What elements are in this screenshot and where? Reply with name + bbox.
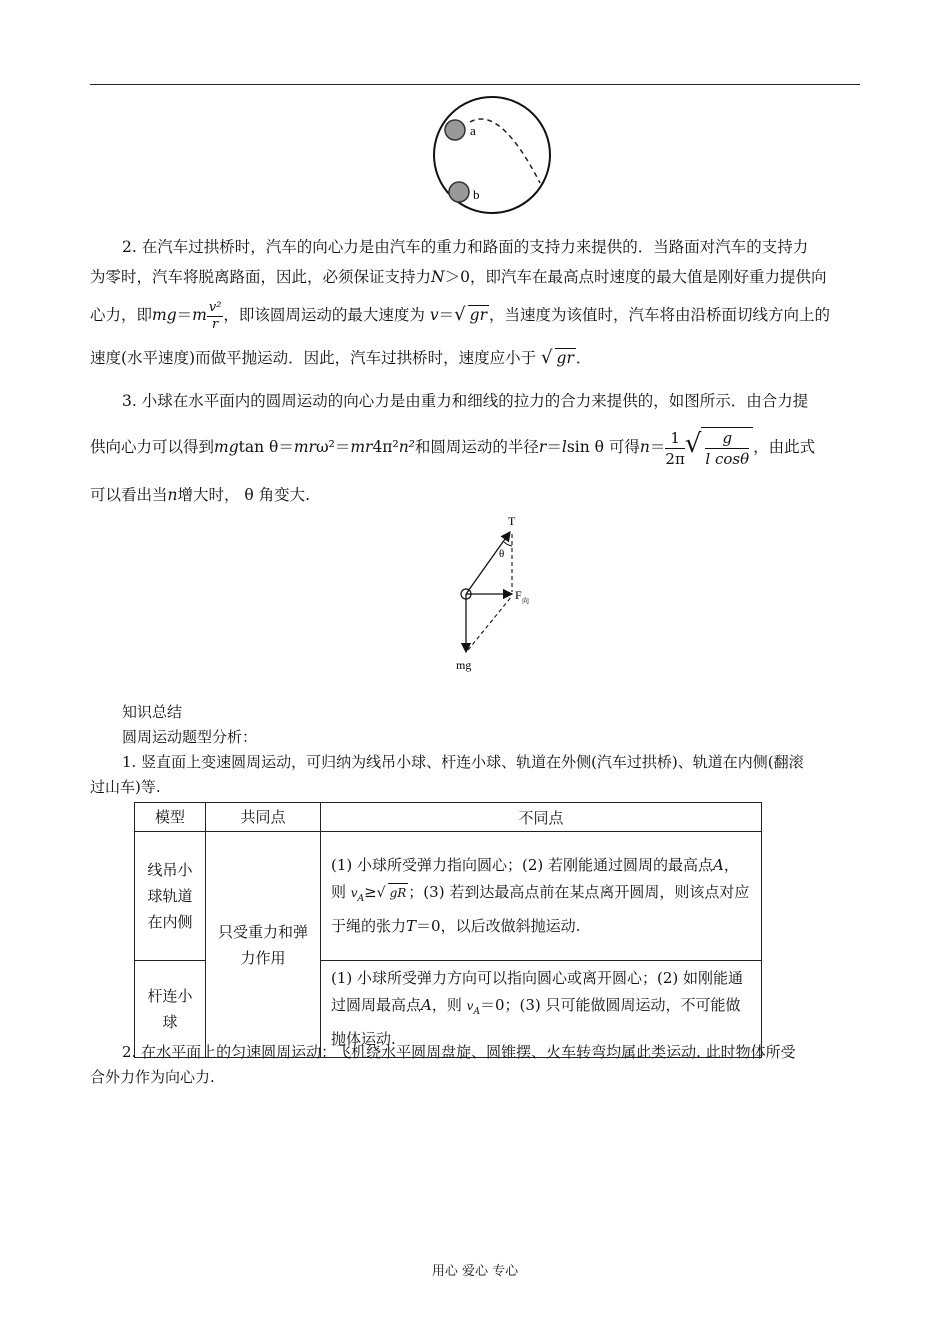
- row2-model: 杆连小球: [135, 961, 206, 1058]
- header-difference: 不同点: [321, 803, 762, 832]
- sqrt-gr-2: gr: [556, 349, 574, 367]
- summary-section: [90, 700, 860, 800]
- ball-b: [449, 182, 469, 202]
- p3-line1: 3. 小球在水平面内的圆周运动的向心力是由重力和细线的拉力的合力来提供的，如图所示．由合力提: [122, 392, 809, 410]
- summary-item2-line1: 2. 在水平面上的匀速圆周运动：飞机绕水平圆周盘旋、圆锥摆、火车转弯均属此类运动. 此时物体所受: [122, 1043, 796, 1061]
- fraction-1-over-2pi: $\frac{1}{2\pi}$: [665, 428, 685, 468]
- summary-item1-line2: 过山车)等.: [90, 778, 161, 796]
- row1-model: 线吊小球轨道在内侧: [135, 832, 206, 961]
- page-footer: 用心 爱心 专心: [431, 1264, 519, 1279]
- row2-difference: (1) 小球所受弹力方向可以指向圆心或离开圆心；(2) 如刚能通过圆周最高点A，则 $v_A=0$；(3) 只可能做圆周运动，不可能做抛体运动.: [321, 961, 762, 1058]
- figure-vertical-circle: [430, 95, 565, 225]
- tension-arrow: [466, 532, 510, 594]
- sqrt-gr: gr: [469, 306, 487, 324]
- label-T: T: [508, 514, 516, 528]
- header-common: 共同点: [206, 803, 321, 832]
- dashed-trajectory: [470, 119, 540, 183]
- p3-line2: 供向心力可以得到mgtan θ＝mrω²＝mr4π²n²和圆周运动的半径r＝lsin θ 可得n＝ $\frac{1}{2\pi}$ √ $\frac{g}{\text{l cosθ}}$ ，由此式: [90, 428, 816, 468]
- p2-line1: 2. 在汽车过拱桥时，汽车的向心力是由汽车的重力和路面的支持力来提供的．当路面对汽车的支持力: [122, 238, 809, 256]
- label-b: b: [473, 187, 480, 202]
- fraction-v2-over-r: $\frac{\text{v²}}{r}$: [208, 299, 222, 332]
- table-row: [135, 832, 762, 961]
- paragraph-conical-pendulum: [90, 386, 860, 515]
- ball-a: [445, 120, 465, 140]
- summary-subtitle: 圆周运动题型分析：: [122, 728, 258, 746]
- paragraph-car-bridge: [90, 232, 860, 378]
- table-header-row: [135, 803, 762, 832]
- model-table: [134, 802, 762, 1058]
- header-rule: [90, 84, 860, 85]
- summary-item2: [90, 1040, 860, 1090]
- figure-force-diagram: [440, 512, 550, 677]
- summary-title: 知识总结: [122, 703, 183, 721]
- row1-difference: (1) 小球所受弹力指向圆心；(2) 若刚能通过圆周的最高点A，则 $v_A\ge√$ gR ；(3) 若到达最高点前在某点离开圆周，则该点对应于绳的张力T＝0，以后改做斜抛运动.: [321, 832, 762, 961]
- p2-line3: 心力，即mg＝m $\frac{\text{v²}}{r}$ ，即该圆周运动的最大速度为 v＝√ gr ，当速度为该值时，汽车将由沿桥面切线方向上的: [90, 299, 830, 332]
- dashed-diagonal: [468, 596, 512, 650]
- fraction-g-over-lcos: $\frac{g}{\text{l cosθ}}$: [701, 427, 753, 469]
- label-F: F: [515, 588, 522, 602]
- label-theta: θ: [499, 548, 505, 560]
- p2-line2: 为零时，汽车将脱离路面，因此，必须保证支持力N＞0，即汽车在最高点时速度的最大值是刚好重力提供向: [90, 268, 827, 286]
- header-model: 模型: [135, 803, 206, 832]
- common-cell: 只受重力和弹力作用: [206, 832, 321, 1058]
- p3-line3: 可以看出当n增大时， θ 角变大.: [90, 486, 311, 504]
- summary-item1-line1: 1. 竖直面上变速圆周运动，可归纳为线吊小球、杆连小球、轨道在外侧(汽车过拱桥)、轨道在内侧(翻滚: [122, 753, 804, 771]
- summary-item2-line2: 合外力作为向心力.: [90, 1068, 215, 1086]
- label-F-sub: 向: [522, 597, 529, 605]
- label-a: a: [470, 123, 476, 138]
- label-mg: mg: [456, 658, 472, 672]
- p2-line4: 速度(水平速度)而做平抛运动．因此，汽车过拱桥时，速度应小于 √ gr ．: [90, 347, 592, 368]
- angle-arc: [504, 542, 512, 546]
